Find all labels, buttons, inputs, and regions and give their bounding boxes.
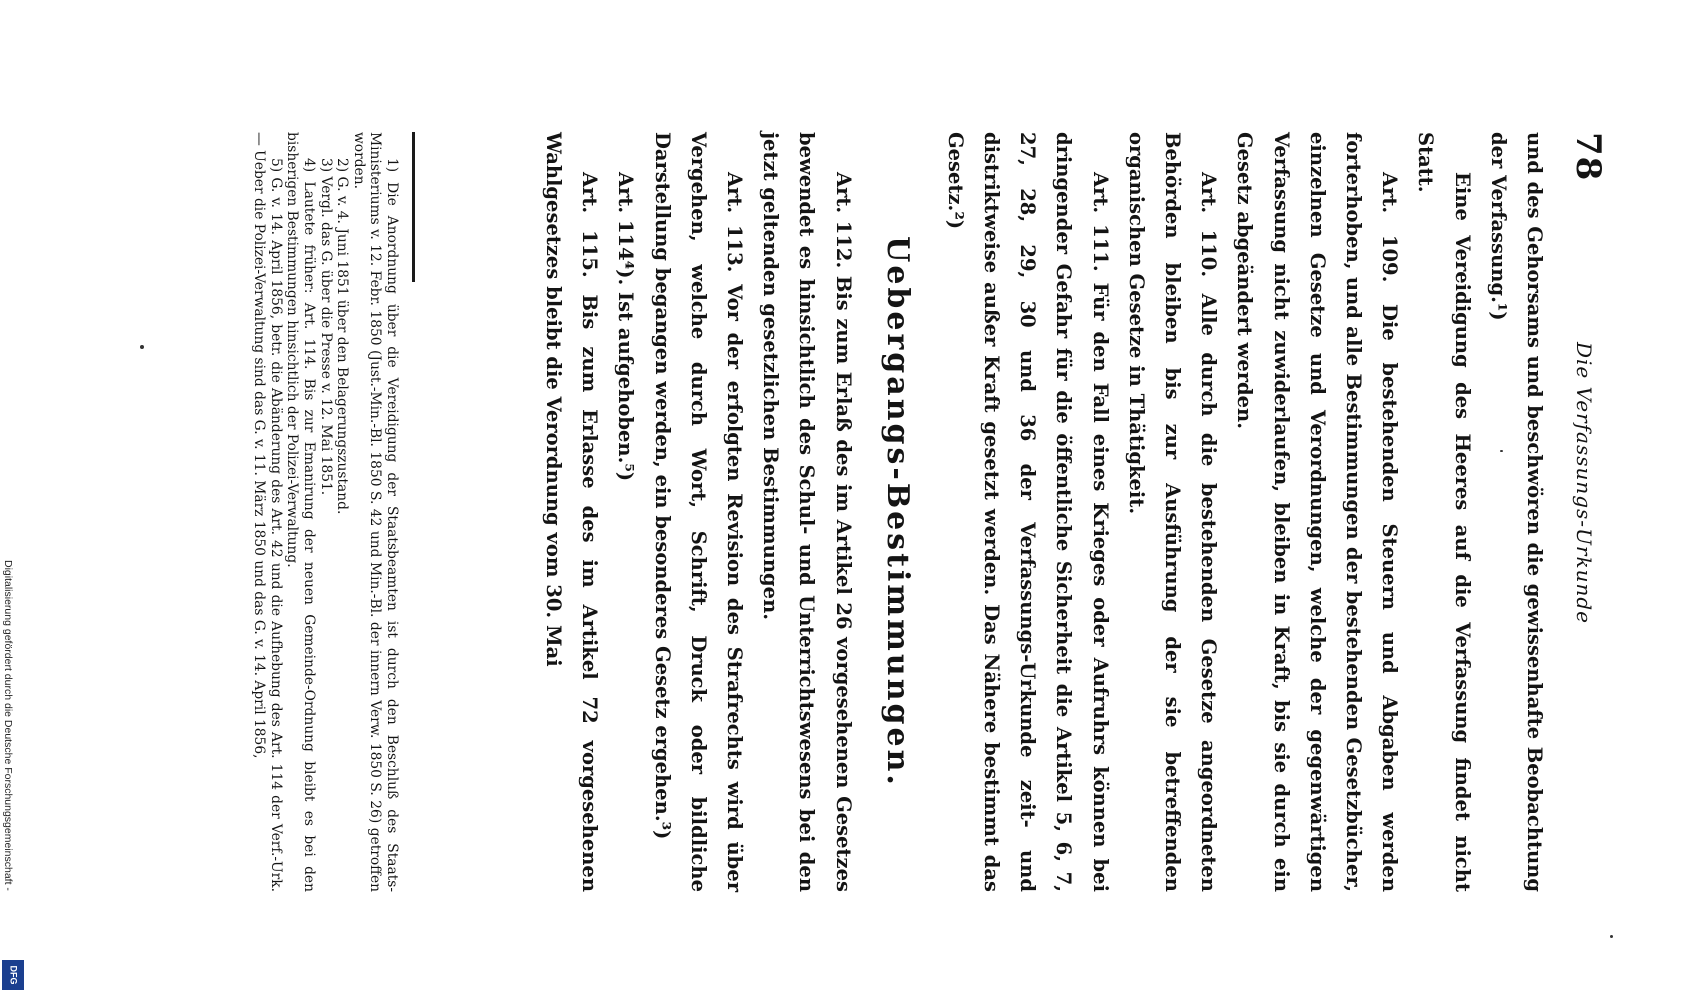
dfg-logo (2, 960, 24, 990)
scan-speck (1500, 450, 1503, 452)
scan-speck (1610, 935, 1613, 938)
credit-text: Digitalisierung gefördert durch die Deutsche Forschungsgemeinschaft - (2, 560, 14, 891)
running-head (1562, 132, 1608, 892)
scanned-page (215, 112, 1610, 912)
footnote-5: 5) G. v. 14. April 1856, betr. die Abänderung des Art. 42 und die Aufhebung des Art. 114 der Verf.-Urk. — Ueber die Polizei-Verwaltung sind das G. v. 11. März 1850 und das G. v. 14. April 1856, (251, 132, 284, 892)
article-110: Art. 110. Alle durch die bestehenden Gesetze angeordneten Behörden bleiben bis zur Ausführung der sie betreffenden organischen Gesetze in Thätigkeit. (1124, 132, 1221, 892)
footnotes (251, 132, 400, 892)
main-text (535, 132, 1552, 892)
paragraph-army-oath: Eine Vereidigung des Heeres auf die Verfassung findet nicht Statt. (1414, 132, 1474, 892)
digitization-credit (0, 560, 28, 1000)
running-title: Die Verfassungs-Urkunde (1572, 342, 1596, 625)
dfg-logo-label: DFG (8, 965, 18, 985)
scan-speck (140, 345, 144, 349)
footnote-divider (412, 132, 415, 282)
article-111: Art. 111. Für den Fall eines Krieges oder Aufruhrs können bei dringender Gefahr für die öffentliche Sicherheit die Artikel 5, 6, 7, 27, 28, 29, 30 und 36 der Verfassungs-Urkunde zeit- und distriktweise außer Kraft gesetzt werden. Das Nähere bestimmt das Gesetz.²) (943, 132, 1112, 892)
article-114: Art. 114⁴). Ist aufgehoben.⁵) (614, 172, 638, 482)
footnote-3: 3) Vergl. das G. über die Presse v. 12. Mai 1851. (317, 158, 334, 496)
footnote-2: 2) G. v. 4. Juni 1851 über den Belagerungszustand. (334, 158, 351, 515)
section-heading: Uebergangs-Bestimmungen. (879, 236, 915, 788)
article-113: Art. 113. Vor der erfolgten Revision des Strafrechts wird über Vergehen, welche durch Wort, Schrift, Druck oder bildliche Darstellung begangen werden, ein besonderes Gesetz ergehen.³) (650, 132, 746, 892)
article-109: Art. 109. Die bestehenden Steuern und Abgaben werden forterhoben, und alle Bestimmungen der bestehenden Gesetzbücher, einzelnen Gesetze und Verordnungen, welche der gegenwärtigen Verfassung nicht zuwiderlaufen, bleiben in Kraft, bis sie durch ein Gesetz abgeändert werden. (1233, 132, 1402, 892)
article-115: Art. 115. Bis zum Erlasse des im Artikel 72 vorgesehenen Wahlgesetzes bleibt die Verordnung vom 30. Mai (541, 132, 602, 892)
footnote-4: 4) Lautete früher: Art. 114. Bis zur Emanirung der neuen Gemeinde-Ordnung bleibt es bei den bisherigen Bestimmungen hinsichtlich der Polizei-Verwaltung. (284, 132, 318, 892)
paragraph-oath-continuation: und des Gehorsams und beschwören die gewissenhafte Beobachtung der Verfassung.¹) (1486, 132, 1546, 892)
footnote-1: 1) Die Anordnung über die Vereidigung der Staatsbeamten ist durch den Beschluß des Staats-Ministeriums v. 12. Febr. 1850 (Just.-Min.-Bl. 1850 S. 42 und Min.-Bl. der innern Verw. 1850 S. 26) getroffen worden. (350, 132, 400, 892)
page-number: 78 (1568, 132, 1608, 182)
article-112: Art. 112. Bis zum Erlaß des im Artikel 26 vorgesehenen Gesetzes bewendet es hinsichtlich des Schul- und Unterrichtswesens bei den jetzt geltenden gesetzlichen Bestimmungen. (759, 132, 855, 892)
